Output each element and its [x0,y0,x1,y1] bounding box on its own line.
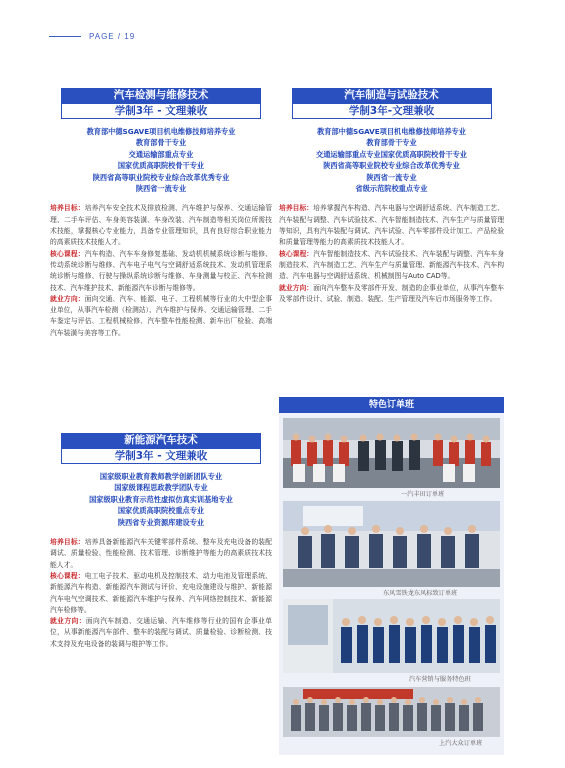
photo-dongfeng-class [283,501,500,587]
goal-text: 培养汽车安全技术及排放检测、汽车维护与保养、交通运输管理、二手车评估、车身美容装潢、车身改装、汽车制造等相关岗位所需技术技能，掌握核心专业能力，具备专业管理知识，具有良好综合职业能力的高素质技术技能人才。 [50,204,273,247]
honor-item: 国家级职业教育教师教学创新团队专业 [99,472,223,481]
goal-text: 培养具备新能源汽车关键零部件系统、整车及充电设备的装配调试、质量检验、性能检测、技术管理、诊断维护等能力的高素质技术技能人才。 [50,538,273,569]
section-title-box [61,88,261,119]
goal-paragraph [50,203,272,248]
section-title: 汽车制造与试验技术 [292,88,492,103]
honor-item: 国家级课程思政教学团队专业 [114,483,208,493]
section-description [279,203,504,305]
career-paragraph [50,616,272,650]
section-title-box [292,88,492,119]
caption-toyota: 一汽丰田订单班 [401,491,445,498]
section-new-energy [50,433,272,650]
course-text: 汽车智能制造技术、汽车试验技术、汽车装配与调整、汽车车身制造技术、汽车制造工艺、汽车生产与质量管理、新能源汽车技术、汽车构造、汽车电器与空调舒适系统、机械制图与Auto CAD等。 [279,249,505,281]
honor-item: 教育部中德SGAVE项目机电维修技师培养专业 [317,127,466,136]
course-text: 汽车构造、汽车车身修复基础、发动机机械系统诊断与维修、传动系统诊断与维修、汽车电子电气与空调舒适系统技术、发动机管理系统诊断与维修、行驶与操纵系统诊断与维修、车身测量与校正、汽车检测技术、汽车维护技术、新能源汽车诊断与维修等。 [50,249,273,292]
honor-item: 陕西省高等职业院校专业综合改革优秀专业 [92,172,230,182]
goal-paragraph [279,203,504,248]
page-header [49,32,135,41]
caption-saic: 上汽大众订单班 [439,740,483,747]
honor-item: 教育部骨干专业 [135,138,187,148]
order-class-panel [279,397,504,755]
goal-paragraph [50,537,272,571]
section-auto-inspection [50,88,272,339]
career-paragraph [279,283,504,306]
photo-saic-class [283,687,500,737]
course-label: 核心课程： [50,249,85,258]
career-text: 面向汽车整车及零部件开发、制造的企事业单位，从事汽车整车及零部件设计、试验、制造、装配、生产管理及汽车后市场服务等工作。 [279,283,505,303]
section-subtitle: 学制3年 - 文理兼收 [61,448,261,464]
career-label: 就业方向： [279,283,314,292]
caption-marketing: 汽车营销与服务特色班 [409,676,471,683]
course-text: 电工电子技术、驱动电机及控制技术、动力电池及管理系统、新能源汽车构造、新能源汽车测试与评价、充电设施建设与维护、新能源汽车电气空调技术、新能源汽车维护与保养、汽车网络控制技术、新能源汽车检修等。 [50,571,273,614]
honor-item: 陕西省专业资源库建设专业 [117,517,205,527]
honor-item: 国家优质高职院校骨干专业 [117,161,205,171]
panel-title: 特色订单班 [279,397,504,413]
honor-item: 国家级职业教育示范性虚拟仿真实训基地专业 [89,494,233,504]
honor-item: 教育部中德SGAVE项目机电维修技师培养专业 [86,127,236,136]
honors-list [279,126,504,194]
section-subtitle: 学制3年-文理兼收 [292,103,492,119]
honor-item: 国家优质高职院校重点专业 [117,506,205,516]
career-text: 面向交通、汽车、能源、电子、工程机械等行业的大中型企事业单位，从事汽车检测（检测站）、汽车维护与保养、交通运输管理、二手车鉴定与评估、工程机械检修、汽车整车性能检测、新车出厂检验、高端汽车装潢与美容等工作。 [50,294,273,337]
honor-item: 陕西省高等职业院校专业综合改革优秀专业 [323,161,460,171]
course-paragraph [279,249,504,283]
caption-dongfeng: 东风雪铁龙东风标致订单班 [383,590,458,597]
honors-list [50,471,272,528]
section-description [50,537,272,650]
career-paragraph [50,294,272,339]
career-text: 面向汽车制造、交通运输、汽车维修等行业的国有企事业单位，从事新能源汽车部件、整车的装配与调试、质量检验、诊断检测、技术支持及充电设备的装调与维护等工作。 [50,617,273,648]
career-label: 就业方向： [50,294,85,303]
honors-list [50,126,272,194]
section-subtitle: 学制3年 - 文理兼收 [61,103,261,119]
goal-label: 培养目标： [50,538,85,547]
course-paragraph [50,249,272,294]
page-number: PAGE / 19 [89,32,136,41]
honor-item: 交通运输部重点专业 [128,149,194,159]
course-paragraph [50,571,272,616]
honor-item: 交通运输部重点专业国家优质高职院校骨干专业 [316,149,467,159]
section-description [50,203,272,339]
header-rule [49,36,81,37]
honor-item: 陕西省一流专业 [135,184,187,194]
career-label: 就业方向： [50,617,86,626]
photo-marketing-class [283,599,500,673]
goal-label: 培养目标： [50,204,85,213]
honor-item: 陕西省一流专业 [366,172,417,182]
section-title-box [61,433,261,464]
photo-toyota-class [283,418,500,488]
section-title: 汽车检测与维修技术 [61,88,261,103]
honor-item: 教育部骨干专业 [366,138,417,148]
section-title: 新能源汽车技术 [61,433,261,448]
goal-text: 培养掌握汽车构造、汽车电器与空调舒适系统、汽车制造工艺、汽车装配与调整、汽车试验技术、汽车智能制造技术、汽车生产与质量管理等知识，具有汽车装配与调试、汽车试验、汽车零部件设计加工、产品检验和质量管理等能力的高素质技术技能人才。 [279,204,505,247]
section-auto-manufacturing [279,88,504,305]
course-label: 核心课程： [279,249,314,258]
course-label: 核心课程： [50,571,85,580]
goal-label: 培养目标： [279,204,314,213]
honor-item: 省级示范院校重点专业 [355,184,428,194]
